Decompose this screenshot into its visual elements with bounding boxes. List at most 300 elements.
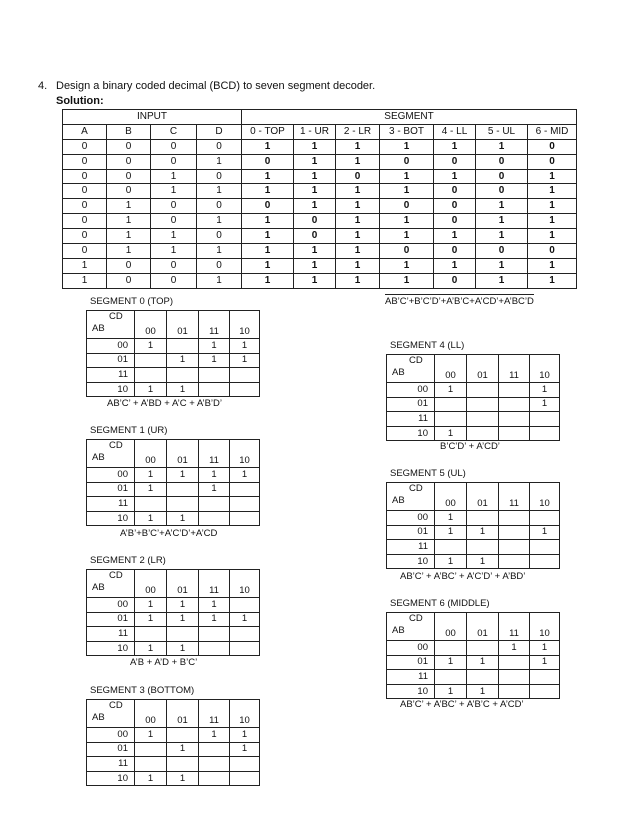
truth-cell: 0	[294, 229, 336, 244]
truth-cell: 1	[197, 154, 242, 169]
kmap-cd-label: CD	[109, 700, 123, 711]
truth-header-cell: 0 - TOP	[242, 124, 294, 139]
truth-cell: 1	[528, 199, 577, 214]
kmap-cell	[499, 525, 530, 540]
kmap-table	[86, 569, 260, 656]
kmap-cell	[499, 684, 530, 699]
kmap-column-label: 11	[499, 355, 530, 383]
truth-header-cell: 6 - MID	[528, 124, 577, 139]
kmap-row-label: 10	[87, 511, 135, 526]
kmap-table	[386, 354, 560, 441]
kmap-row-label: 11	[87, 497, 135, 512]
kmap-header-row	[387, 483, 560, 511]
kmap-cell: 1	[499, 641, 530, 656]
truth-cell: 1	[528, 169, 577, 184]
kmap-cell: 1	[167, 771, 199, 786]
kmap-row	[387, 655, 560, 670]
truth-column-header-row	[63, 124, 577, 139]
truth-cell: 0	[434, 154, 476, 169]
kmap-row-label: 01	[87, 353, 135, 368]
kmap-row-label: 10	[87, 771, 135, 786]
kmap-cell	[499, 412, 530, 427]
kmap-cell	[499, 397, 530, 412]
kmap-cell	[135, 497, 167, 512]
truth-cell: 1	[528, 258, 577, 273]
kmap-cell	[199, 742, 230, 757]
kmap-column-label: 10	[230, 311, 260, 339]
kmap-row-label: 11	[387, 670, 435, 685]
truth-cell: 1	[380, 184, 434, 199]
kmap-cell	[467, 641, 499, 656]
kmap-cell: 1	[135, 771, 167, 786]
kmap-cell	[135, 353, 167, 368]
kmap-cell	[499, 511, 530, 526]
truth-cell: 0	[476, 154, 528, 169]
kmap-cell	[230, 382, 260, 397]
kmap-header-row	[87, 700, 260, 728]
kmap-title: SEGMENT 4 (LL)	[390, 340, 465, 351]
truth-cell: 0	[380, 154, 434, 169]
kmap-column-label: 00	[135, 700, 167, 728]
kmap-row-label: 00	[87, 598, 135, 613]
kmap-cell	[167, 757, 199, 772]
kmap-cell: 1	[467, 655, 499, 670]
truth-cell: 0	[197, 139, 242, 154]
kmap-cell	[467, 670, 499, 685]
kmap-column-label: 00	[135, 440, 167, 468]
kmap-cell: 1	[199, 468, 230, 483]
kmap-cell: 1	[230, 468, 260, 483]
kmap-cell	[467, 397, 499, 412]
kmap-cell	[530, 670, 560, 685]
kmap-table	[386, 482, 560, 569]
truth-header-cell: C	[151, 124, 197, 139]
kmap-column-label: 01	[167, 570, 199, 598]
kmap-cell	[530, 540, 560, 555]
truth-cell: 0	[151, 154, 197, 169]
kmap-cell: 1	[230, 742, 260, 757]
truth-cell: 0	[63, 244, 107, 259]
truth-cell: 1	[336, 244, 380, 259]
kmap-row-label: 11	[87, 627, 135, 642]
truth-cell: 1	[197, 214, 242, 229]
truth-cell: 0	[63, 229, 107, 244]
kmap-cell	[167, 368, 199, 383]
kmap-cell	[199, 368, 230, 383]
kmap-title: SEGMENT 5 (UL)	[390, 468, 466, 479]
kmap-cell: 1	[530, 525, 560, 540]
truth-row	[63, 229, 577, 244]
truth-header-cell: 4 - LL	[434, 124, 476, 139]
kmap-cd-label: CD	[109, 440, 123, 451]
truth-cell: 1	[242, 169, 294, 184]
truth-row	[63, 273, 577, 288]
kmap-corner-label	[87, 570, 135, 598]
segment-group-header: SEGMENT	[242, 110, 577, 125]
question-number: 4.	[38, 80, 48, 92]
kmap-column-label: 11	[499, 613, 530, 641]
kmap-cell: 1	[230, 339, 260, 354]
kmap-ab-label: AB	[392, 495, 405, 506]
truth-cell: 0	[151, 273, 197, 288]
kmap-ab-label: AB	[92, 452, 105, 463]
kmap-cell	[435, 670, 467, 685]
kmap-cell	[199, 641, 230, 656]
kmap-table	[86, 310, 260, 397]
truth-row	[63, 258, 577, 273]
kmap-cell: 1	[530, 397, 560, 412]
kmap-cell	[135, 368, 167, 383]
kmap-row	[87, 598, 260, 613]
kmap-cell	[199, 511, 230, 526]
kmap-row-label: 01	[87, 612, 135, 627]
truth-cell: 0	[434, 184, 476, 199]
kmap-cell: 1	[135, 468, 167, 483]
kmap-column-label: 00	[435, 483, 467, 511]
truth-cell: 0	[197, 229, 242, 244]
kmap-row	[87, 742, 260, 757]
kmap-row	[87, 612, 260, 627]
kmap-cell: 1	[435, 383, 467, 398]
solution-label: Solution:	[56, 95, 104, 107]
kmap-row	[87, 641, 260, 656]
truth-cell: 0	[107, 169, 151, 184]
truth-cell: 1	[336, 154, 380, 169]
question-text: Design a binary coded decimal (BCD) to seven segment decoder.	[56, 80, 376, 92]
truth-row	[63, 154, 577, 169]
kmap-cell: 1	[435, 554, 467, 569]
kmap-cell: 1	[135, 641, 167, 656]
kmap-cell: 1	[530, 655, 560, 670]
truth-cell: 1	[336, 199, 380, 214]
truth-cell: 0	[336, 169, 380, 184]
kmap-row	[87, 757, 260, 772]
truth-cell: 0	[197, 169, 242, 184]
kmap-row-label: 00	[387, 383, 435, 398]
kmap-row	[87, 497, 260, 512]
truth-row	[63, 184, 577, 199]
truth-cell: 0	[434, 273, 476, 288]
truth-cell: 1	[528, 214, 577, 229]
kmap-row	[387, 397, 560, 412]
kmap-cell	[530, 426, 560, 441]
kmap-row-label: 10	[387, 554, 435, 569]
truth-cell: 0	[476, 169, 528, 184]
truth-cell: 0	[63, 214, 107, 229]
truth-cell: 0	[63, 184, 107, 199]
kmap-cell	[199, 627, 230, 642]
kmap-cell: 1	[167, 511, 199, 526]
truth-cell: 1	[242, 258, 294, 273]
kmap-corner-label	[87, 440, 135, 468]
kmap-column-label: 00	[135, 311, 167, 339]
kmap-cell: 1	[435, 655, 467, 670]
truth-header-cell: B	[107, 124, 151, 139]
truth-cell: 1	[242, 184, 294, 199]
truth-cell: 1	[476, 258, 528, 273]
truth-cell: 0	[107, 258, 151, 273]
truth-cell: 1	[380, 214, 434, 229]
kmap-row-label: 10	[387, 426, 435, 441]
kmap-cell: 1	[435, 426, 467, 441]
truth-cell: 0	[528, 139, 577, 154]
kmap-title: SEGMENT 1 (UR)	[90, 425, 168, 436]
kmap-cell	[199, 771, 230, 786]
truth-cell: 1	[63, 273, 107, 288]
kmap-column-label: 11	[199, 440, 230, 468]
kmap-cell	[199, 757, 230, 772]
truth-table	[62, 109, 577, 289]
kmap-cell: 1	[435, 525, 467, 540]
kmap-cell	[230, 482, 260, 497]
truth-cell: 1	[528, 184, 577, 199]
truth-cell: 1	[380, 229, 434, 244]
truth-cell: 0	[242, 199, 294, 214]
kmap-cell: 1	[230, 612, 260, 627]
kmap-cell	[435, 641, 467, 656]
truth-cell: 0	[528, 154, 577, 169]
kmap-cell	[530, 554, 560, 569]
kmap-row	[87, 368, 260, 383]
kmap-header-row	[87, 311, 260, 339]
kmap-row	[87, 468, 260, 483]
truth-cell: 1	[151, 244, 197, 259]
kmap-cell: 1	[135, 482, 167, 497]
kmap-cell: 1	[135, 339, 167, 354]
kmap-row	[387, 383, 560, 398]
kmap-cell	[199, 497, 230, 512]
kmap-cell: 1	[530, 383, 560, 398]
truth-cell: 1	[336, 184, 380, 199]
kmap-expression: AB’C’ + A’BC’ + A’C’D’ + A’BD’	[400, 571, 526, 582]
truth-cell: 1	[380, 139, 434, 154]
truth-cell: 1	[197, 244, 242, 259]
kmap-row-label: 00	[87, 728, 135, 743]
truth-cell: 1	[476, 273, 528, 288]
kmap-header-row	[87, 570, 260, 598]
kmap-cell: 1	[199, 612, 230, 627]
kmap-cell	[530, 511, 560, 526]
kmap-cell: 1	[167, 641, 199, 656]
kmap-column-label: 01	[167, 700, 199, 728]
kmap-row-label: 10	[387, 684, 435, 699]
kmap-row-label: 00	[87, 339, 135, 354]
truth-cell: 0	[63, 154, 107, 169]
kmap-column-label: 11	[199, 700, 230, 728]
kmap-cell	[167, 728, 199, 743]
truth-cell: 1	[434, 139, 476, 154]
truth-cell: 0	[151, 139, 197, 154]
truth-cell: 1	[476, 139, 528, 154]
kmap-row-label: 10	[87, 382, 135, 397]
truth-cell: 1	[107, 214, 151, 229]
kmap-row	[387, 525, 560, 540]
kmap-cell	[230, 368, 260, 383]
kmap-cell: 1	[199, 339, 230, 354]
truth-cell: 1	[434, 258, 476, 273]
kmap-cell	[467, 540, 499, 555]
kmap-expression: A’B + A’D + B’C’	[130, 657, 198, 668]
kmap-cell	[499, 540, 530, 555]
kmap-row-label: 11	[387, 412, 435, 427]
kmap-row	[87, 339, 260, 354]
kmap-cd-label: CD	[409, 613, 423, 624]
kmap-table	[86, 439, 260, 526]
kmap-row	[87, 482, 260, 497]
kmap-expression: AB’C’ + A’BD + A’C + A’B’D’	[107, 398, 223, 409]
kmap-table	[86, 699, 260, 786]
kmap-column-label: 01	[467, 355, 499, 383]
kmap-cd-label: CD	[109, 570, 123, 581]
kmap-cell	[435, 540, 467, 555]
kmap-cell	[199, 382, 230, 397]
truth-header-cell: D	[197, 124, 242, 139]
kmap-cell	[467, 412, 499, 427]
kmap-row-label: 11	[387, 540, 435, 555]
truth-cell: 1	[197, 184, 242, 199]
kmap-cell	[499, 670, 530, 685]
truth-cell: 0	[107, 273, 151, 288]
kmap-column-label: 01	[167, 311, 199, 339]
truth-row	[63, 169, 577, 184]
kmap-row-label: 01	[387, 525, 435, 540]
kmap-row	[387, 554, 560, 569]
kmap-corner-label	[387, 613, 435, 641]
segment3-expression: AB’C’+B’C’D’+A’B’C+A’CD’+A’BC’D	[385, 296, 534, 307]
kmap-cell: 1	[167, 742, 199, 757]
kmap-row	[87, 353, 260, 368]
truth-group-header-row	[63, 110, 577, 125]
kmap-cell	[467, 426, 499, 441]
kmap-cell: 1	[167, 353, 199, 368]
kmap-cell	[230, 497, 260, 512]
kmap-column-label: 11	[199, 311, 230, 339]
truth-cell: 1	[294, 154, 336, 169]
truth-cell: 1	[476, 199, 528, 214]
kmap-cd-label: CD	[409, 355, 423, 366]
kmap-cell	[135, 757, 167, 772]
kmap-expression: AB’C’ + A’BC’ + A’B’C + A’CD’	[400, 699, 524, 710]
kmap-cell	[230, 641, 260, 656]
truth-cell: 0	[107, 139, 151, 154]
kmap-row	[387, 426, 560, 441]
truth-cell: 0	[107, 154, 151, 169]
kmap-cell	[230, 627, 260, 642]
kmap-title: SEGMENT 3 (BOTTOM)	[90, 685, 195, 696]
truth-cell: 0	[380, 244, 434, 259]
kmap-row	[87, 627, 260, 642]
truth-cell: 0	[434, 199, 476, 214]
kmap-cell	[230, 511, 260, 526]
kmap-corner-label	[87, 311, 135, 339]
truth-cell: 1	[63, 258, 107, 273]
kmap-column-label: 01	[167, 440, 199, 468]
kmap-row-label: 00	[387, 641, 435, 656]
truth-header-cell: 5 - UL	[476, 124, 528, 139]
kmap-cell: 1	[167, 598, 199, 613]
kmap-ab-label: AB	[392, 367, 405, 378]
truth-cell: 1	[336, 139, 380, 154]
truth-cell: 0	[380, 199, 434, 214]
kmap-cell	[167, 482, 199, 497]
truth-cell: 1	[380, 169, 434, 184]
truth-cell: 0	[63, 139, 107, 154]
kmap-table	[386, 612, 560, 699]
kmap-column-label: 10	[530, 483, 560, 511]
kmap-corner-label	[387, 483, 435, 511]
truth-header-cell: A	[63, 124, 107, 139]
kmap-cell: 1	[199, 598, 230, 613]
truth-cell: 1	[434, 229, 476, 244]
truth-cell: 1	[294, 199, 336, 214]
kmap-row-label: 11	[87, 757, 135, 772]
kmap-cell: 1	[167, 382, 199, 397]
kmap-row-label: 01	[87, 482, 135, 497]
kmap-header-row	[387, 355, 560, 383]
kmap-row-label: 11	[87, 368, 135, 383]
kmap-cell	[135, 627, 167, 642]
kmap-row-label: 10	[87, 641, 135, 656]
truth-cell: 1	[476, 214, 528, 229]
truth-cell: 1	[151, 229, 197, 244]
kmap-ab-label: AB	[92, 323, 105, 334]
kmap-cell: 1	[530, 641, 560, 656]
kmap-cell	[230, 771, 260, 786]
truth-cell: 1	[294, 184, 336, 199]
kmap-cell: 1	[467, 684, 499, 699]
truth-cell: 1	[242, 214, 294, 229]
kmap-column-label: 11	[499, 483, 530, 511]
kmap-corner-label	[87, 700, 135, 728]
truth-cell: 1	[294, 169, 336, 184]
kmap-corner-label	[387, 355, 435, 383]
kmap-expression: A’B’+B’C’+A’C’D’+A’CD	[120, 528, 218, 539]
kmap-cell	[499, 655, 530, 670]
kmap-cell	[135, 742, 167, 757]
truth-cell: 1	[242, 139, 294, 154]
truth-cell: 1	[107, 244, 151, 259]
kmap-row	[387, 511, 560, 526]
truth-cell: 0	[151, 214, 197, 229]
truth-cell: 1	[528, 273, 577, 288]
kmap-cell	[435, 397, 467, 412]
kmap-row	[87, 382, 260, 397]
kmap-cell	[530, 412, 560, 427]
truth-cell: 1	[107, 229, 151, 244]
kmap-expression: B’C’D’ + A’CD’	[440, 441, 500, 452]
kmap-cell	[230, 598, 260, 613]
truth-cell: 0	[63, 169, 107, 184]
truth-cell: 1	[242, 244, 294, 259]
kmap-cell	[499, 426, 530, 441]
truth-cell: 0	[434, 244, 476, 259]
kmap-column-label: 10	[230, 700, 260, 728]
kmap-column-label: 01	[467, 483, 499, 511]
truth-cell: 0	[528, 244, 577, 259]
kmap-cell	[499, 554, 530, 569]
kmap-cell: 1	[135, 382, 167, 397]
truth-cell: 0	[197, 199, 242, 214]
kmap-cell: 1	[167, 468, 199, 483]
truth-cell: 0	[434, 214, 476, 229]
kmap-cell: 1	[135, 728, 167, 743]
kmap-row-label: 01	[87, 742, 135, 757]
kmap-ab-label: AB	[92, 712, 105, 723]
kmap-row	[387, 670, 560, 685]
kmap-column-label: 01	[467, 613, 499, 641]
truth-cell: 0	[197, 258, 242, 273]
input-group-header: INPUT	[63, 110, 242, 125]
